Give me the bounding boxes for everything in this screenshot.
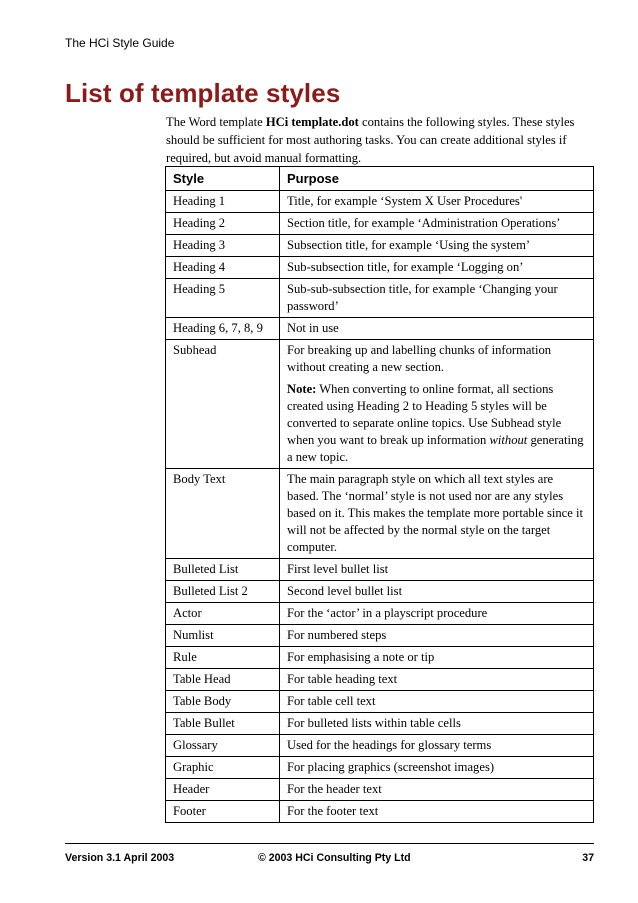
page-number: 37: [582, 852, 594, 864]
table-row: [166, 691, 594, 713]
purpose-cell: For table heading text: [280, 669, 594, 691]
style-name-cell: Table Body: [166, 691, 280, 713]
style-name-cell: Numlist: [166, 625, 280, 647]
table-row: [166, 647, 594, 669]
intro-text-after: contains the following styles. These styles should be sufficient for most authoring tasks. You can create additional styles if required, but avoid manual formatting.: [166, 115, 575, 165]
footer-copyright: © 2003 HCi Consulting Pty Ltd: [258, 852, 411, 864]
table-row: [166, 213, 594, 235]
style-name-cell: Heading 5: [166, 279, 280, 318]
styles-table: [165, 166, 594, 823]
table-body: [166, 191, 594, 823]
purpose-cell: For numbered steps: [280, 625, 594, 647]
column-header-purpose: Purpose: [280, 167, 594, 191]
running-header: The HCi Style Guide: [65, 36, 175, 50]
style-name-cell: Header: [166, 779, 280, 801]
template-name: HCi template.dot: [265, 115, 359, 129]
style-name-cell: Table Head: [166, 669, 280, 691]
style-name-cell: Subhead: [166, 340, 280, 469]
table-row: [166, 235, 594, 257]
note-label: Note:: [287, 382, 317, 396]
footer-version: Version 3.1 April 2003: [65, 852, 175, 864]
footer-rule: [65, 843, 594, 844]
table-row: [166, 191, 594, 213]
style-name-cell: Heading 2: [166, 213, 280, 235]
purpose-cell: Sub-subsection title, for example ‘Logging on’: [280, 257, 594, 279]
intro-paragraph: [166, 113, 596, 167]
table-row: [166, 801, 594, 823]
style-name-cell: Heading 3: [166, 235, 280, 257]
table-row: [166, 625, 594, 647]
table-row: [166, 279, 594, 318]
style-name-cell: Rule: [166, 647, 280, 669]
purpose-cell: For the footer text: [280, 801, 594, 823]
style-name-cell: Body Text: [166, 469, 280, 559]
style-name-cell: Graphic: [166, 757, 280, 779]
purpose-cell: For the ‘actor’ in a playscript procedure: [280, 603, 594, 625]
page-title: List of template styles: [65, 78, 341, 108]
purpose-text: For breaking up and labelling chunks of information without creating a new section.: [287, 343, 552, 374]
table-row: [166, 469, 594, 559]
purpose-cell: [280, 340, 594, 469]
intro-text-before: The Word template: [166, 115, 266, 129]
style-name-cell: Bulleted List 2: [166, 581, 280, 603]
table-row: [166, 257, 594, 279]
purpose-cell: Subsection title, for example ‘Using the system’: [280, 235, 594, 257]
table-row: [166, 318, 594, 340]
table-row: [166, 581, 594, 603]
purpose-cell: Not in use: [280, 318, 594, 340]
table-header-row: [166, 167, 594, 191]
purpose-cell: Used for the headings for glossary terms: [280, 735, 594, 757]
table-row: [166, 340, 594, 469]
table-row: [166, 603, 594, 625]
note-text-after: generating a new topic.: [287, 433, 584, 464]
purpose-cell: Sub-sub-subsection title, for example ‘Changing your password’: [280, 279, 594, 318]
purpose-cell: For emphasising a note or tip: [280, 647, 594, 669]
table-row: [166, 757, 594, 779]
style-name-cell: Actor: [166, 603, 280, 625]
style-name-cell: Footer: [166, 801, 280, 823]
style-name-cell: Table Bullet: [166, 713, 280, 735]
style-name-cell: Heading 1: [166, 191, 280, 213]
table-row: [166, 779, 594, 801]
note-emphasis: without: [489, 433, 528, 447]
purpose-cell: For the header text: [280, 779, 594, 801]
table-row: [166, 669, 594, 691]
purpose-cell: Section title, for example ‘Administration Operations’: [280, 213, 594, 235]
style-name-cell: Bulleted List: [166, 559, 280, 581]
note-text-before: When converting to online format, all sections created using Heading 2 to Heading 5 styles will be converted to separate online topics. Use Subhead style when you want to break up information: [287, 382, 562, 447]
subhead-note: [287, 381, 586, 466]
purpose-cell: For table cell text: [280, 691, 594, 713]
purpose-cell: First level bullet list: [280, 559, 594, 581]
purpose-cell: For bulleted lists within table cells: [280, 713, 594, 735]
purpose-cell: For placing graphics (screenshot images): [280, 757, 594, 779]
style-name-cell: Heading 6, 7, 8, 9: [166, 318, 280, 340]
purpose-cell: Title, for example ‘System X User Procedures': [280, 191, 594, 213]
table-row: [166, 735, 594, 757]
style-name-cell: Heading 4: [166, 257, 280, 279]
purpose-cell: Second level bullet list: [280, 581, 594, 603]
table-row: [166, 559, 594, 581]
column-header-style: Style: [166, 167, 280, 191]
table-row: [166, 713, 594, 735]
style-name-cell: Glossary: [166, 735, 280, 757]
purpose-cell: The main paragraph style on which all text styles are based. The ‘normal’ style is not used nor are any styles based on it. This makes the template more portable since it will not be affected by the normal style on the target computer.: [280, 469, 594, 559]
